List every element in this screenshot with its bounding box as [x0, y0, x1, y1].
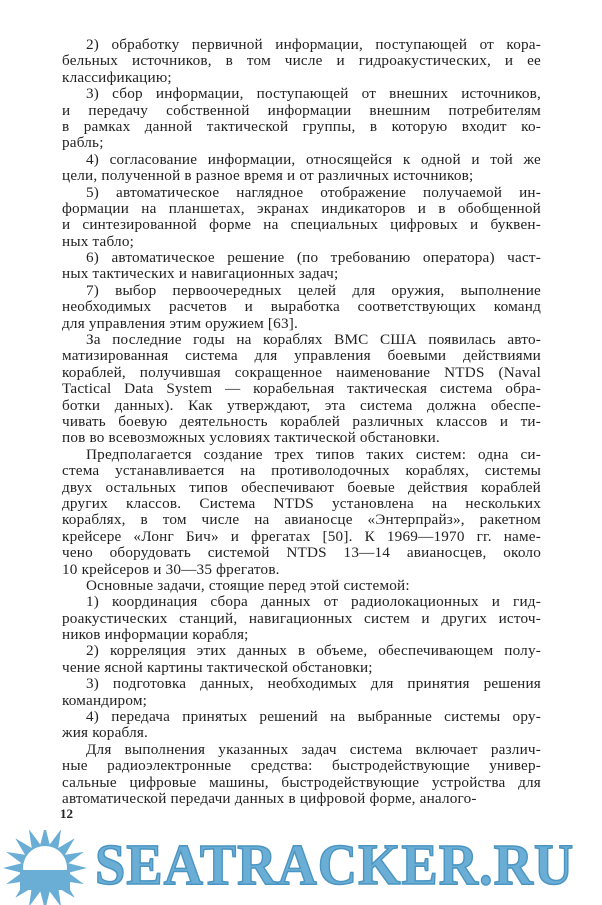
- text-line: ных тактических и навигационных задач;: [62, 265, 339, 283]
- text-line: ные радиоэлектронные средства: быстродействующие универ-: [62, 757, 541, 775]
- paragraph: [62, 742, 541, 808]
- text-line: пов во всевозможных условиях тактической обстановки.: [62, 429, 440, 447]
- text-line: ников информации корабля;: [62, 626, 249, 644]
- paragraph: [62, 447, 541, 578]
- text-line: автоматической передачи данных в цифровой форме, аналого-: [62, 789, 477, 807]
- paragraph: [62, 676, 541, 709]
- text-line: кораблях, в том числе на авианосце «Энтерпрайз», ракетном: [62, 511, 541, 529]
- text-line: чение ясной картины тактической обстановки;: [62, 658, 373, 676]
- paragraph: [62, 643, 541, 676]
- text-line: чивать боевую деятельность кораблей различных классов и ти-: [62, 412, 541, 430]
- text-line: необходимых расчетов и выработка соответствующих команд: [62, 298, 541, 316]
- text-line: ных табло;: [62, 232, 135, 250]
- text-line: двух остальных типов обеспечивают боевые действия кораблей: [62, 478, 541, 496]
- text-line: 4) передача принятых решений на выбранные системы ору-: [86, 708, 541, 726]
- text-line: матизированная система для управления боевыми действиями: [62, 347, 541, 365]
- text-line: 6) автоматическое решение (по требованию оператора) част-: [86, 249, 541, 267]
- text-line: сальные цифровые машины, быстродействующие устройства для: [62, 773, 541, 791]
- text-line: 10 крейсеров и 30—35 фрегатов.: [62, 560, 280, 578]
- paragraph: [62, 709, 541, 742]
- text-line: Основные задачи, стоящие перед этой системой:: [86, 576, 410, 594]
- text-line: командиром;: [62, 691, 148, 709]
- text-line: и передачу собственной информации внешним потребителям: [62, 101, 541, 119]
- text-line: жия корабля.: [62, 724, 149, 742]
- paragraph: [62, 578, 541, 594]
- text-line: 3) сбор информации, поступающей от внешних источников,: [86, 85, 541, 103]
- text-line: бельных источников, в том числе и гидроакустических, и ее: [62, 52, 541, 70]
- text-line: 1) координация сбора данных от радиолокационных и гид-: [86, 593, 541, 611]
- paragraph: [62, 37, 541, 86]
- paragraph: [62, 250, 541, 283]
- text-line: кораблей, получившая сокращенное наименование NTDS (Naval: [62, 363, 541, 381]
- watermark-text: SEATRACKER.RU: [95, 832, 575, 897]
- text-line: рабль;: [62, 134, 104, 152]
- sea-band: [20, 870, 70, 890]
- paragraph: [62, 594, 541, 643]
- paragraph: [62, 332, 541, 447]
- text-line: в рамках данной тактической группы, в которую входит ко-: [62, 117, 541, 135]
- text-line: крейсере «Лонг Бич» и фрегатах [50]. К 1969—1970 гг. наме-: [62, 527, 541, 545]
- body-text: [62, 37, 541, 807]
- text-line: За последние годы на кораблях ВМС США появилась авто-: [86, 331, 541, 349]
- text-line: цели, полученной в разное время и от различных источников;: [62, 167, 474, 185]
- text-line: 2) обработку первичной информации, поступающей от кора-: [86, 36, 541, 53]
- text-line: роакустических станций, навигационных систем и других источ-: [62, 609, 541, 627]
- text-line: формации на планшетах, экранах индикаторов и в обобщенной: [62, 199, 541, 217]
- text-line: 4) согласование информации, относящейся к одной и той же: [86, 150, 541, 168]
- text-line: 3) подготовка данных, необходимых для принятия решения: [86, 675, 541, 693]
- text-line: 5) автоматическое наглядное отображение получаемой ин-: [86, 183, 541, 201]
- text-line: и синтезированной форме на специальных цифровых и буквен-: [62, 216, 541, 234]
- text-line: классификацию;: [62, 68, 172, 86]
- text-line: Предполагается создание трех типов таких систем: одна си-: [86, 445, 541, 463]
- text-line: 7) выбор первоочередных целей для оружия, выполнение: [86, 281, 541, 299]
- page-number: 12: [60, 806, 73, 821]
- text-line: Tactical Data System — корабельная тактическая система обра-: [62, 380, 541, 398]
- text-line: для управления этим оружием [63].: [62, 314, 299, 332]
- paragraph: [62, 283, 541, 332]
- text-line: 2) корреляция этих данных в объеме, обеспечивающем полу-: [86, 642, 541, 660]
- text-line: чено оборудовать системой NTDS 13—14 авианосцев, около: [62, 544, 541, 562]
- paragraph: [62, 152, 541, 185]
- paragraph: [62, 86, 541, 152]
- paragraph: [62, 185, 541, 251]
- text-line: ботки данных). Как утверждают, эта система должна обеспе-: [62, 396, 541, 414]
- text-line: стема устанавливается на противолодочных кораблях, системы: [62, 462, 541, 480]
- text-line: Для выполнения указанных задач система включает различ-: [86, 740, 541, 758]
- text-line: других классов. Система NTDS установлена на нескольких: [62, 494, 541, 512]
